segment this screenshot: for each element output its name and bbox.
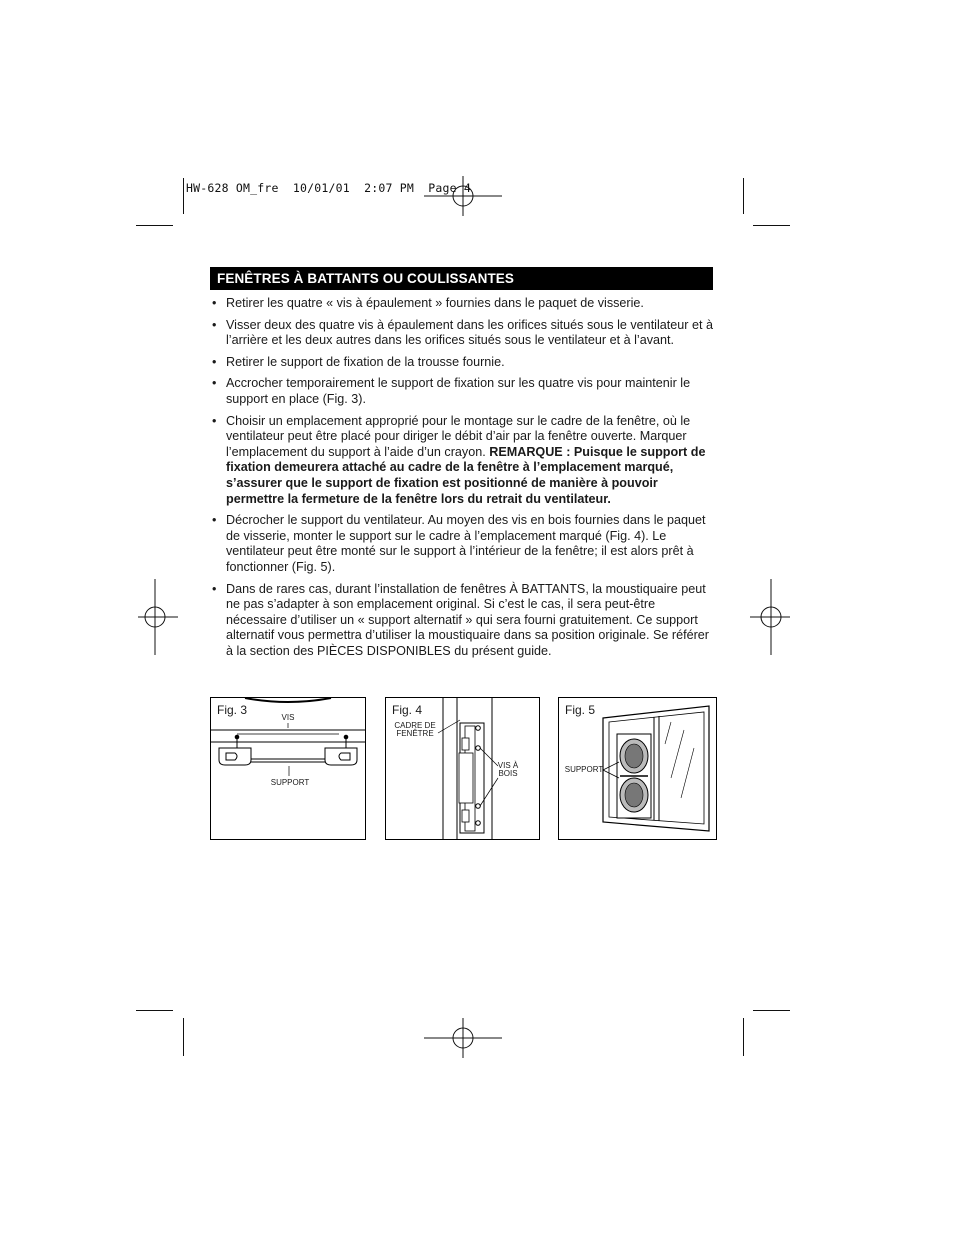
figure-label: Fig. 4 <box>392 703 423 717</box>
crop-mark <box>183 1018 184 1056</box>
bullet-icon: • <box>212 513 217 528</box>
list-item <box>211 355 716 371</box>
bullet-icon: • <box>212 413 217 428</box>
bullet-icon: • <box>212 317 217 332</box>
figure-label: Fig. 3 <box>217 703 248 717</box>
crop-mark <box>753 225 790 226</box>
figure-3 <box>210 697 366 840</box>
crop-mark <box>183 178 184 214</box>
registration-mark-left <box>138 579 178 655</box>
item-text: Accrocher temporairement le support de fixation sur les quatre vis pour maintenir le support en place (Fig. 3). <box>226 376 691 406</box>
bullet-icon: • <box>212 354 217 369</box>
list-item <box>211 296 716 312</box>
crop-mark <box>136 225 173 226</box>
item-note-bold: REMARQUE : Puisque le support de fixation demeurera attaché au cadre de la fenêtre à l’emplacement marqué, s’assurer que le support de fixation est positionné de manière à pouvoir permettre la fermeture de la fenêtre lors du retrait du ventilateur. <box>226 444 706 506</box>
item-text: Dans de rares cas, durant l’installation de fenêtres À BATTANTS, la moustiquaire peut ne pas s’adapter à son emplacement original. Si c’est le cas, il sera peut-être nécessaire d’utiliser un « support alternatif » qui sera fourni gratuitement. Ce support alternatif vous permettra d’utiliser la moustiquaire dans sa position originale. Se référer à la section des PIÈCES DISPONIBLES du présent guide. <box>226 581 710 658</box>
label-vis-line2: BOIS <box>498 769 518 778</box>
crop-mark <box>753 1010 790 1011</box>
label-vis: VIS <box>281 713 295 722</box>
list-item <box>211 318 716 349</box>
item-text: Visser deux des quatre vis à épaulement dans les orifices situés sous le ventilateur et à l’arrière et les deux autres dans les orifices situés sous le ventilateur et à l’avant. <box>226 317 713 348</box>
list-item <box>211 376 716 407</box>
label-vis-line1: VIS À <box>497 761 519 770</box>
item-text: Décrocher le support du ventilateur. Au moyen des vis en bois fournies dans le paquet de visserie, monter le support sur le cadre à l’emplacement marqué (Fig. 4). Le ventilateur peut être monté sur le support à l’intérieur de la fenêtre; il est alors prêt à fonctionner (Fig. 5). <box>226 513 706 574</box>
bullet-icon: • <box>212 581 217 596</box>
instruction-list <box>211 296 716 665</box>
registration-mark-right <box>750 579 790 655</box>
figure-4 <box>385 697 540 840</box>
section-title: FENÊTRES À BATTANTS OU COULISSANTES <box>210 267 713 290</box>
list-item <box>211 513 716 575</box>
label-support: SUPPORT <box>564 765 604 774</box>
list-item <box>211 582 716 660</box>
figure-label: Fig. 5 <box>565 703 596 717</box>
figure-5 <box>558 697 717 840</box>
registration-mark-bottom <box>424 1018 502 1058</box>
item-text: Retirer le support de fixation de la trousse fournie. <box>226 354 505 369</box>
bullet-icon: • <box>212 376 217 391</box>
label-cadre-line1: CADRE DE <box>394 721 436 730</box>
crop-mark <box>743 178 744 214</box>
item-text: Retirer les quatre « vis à épaulement » fournies dans le paquet de visserie. <box>226 296 644 310</box>
item-text: Choisir un emplacement approprié pour le montage sur le cadre de la fenêtre, où le ventilateur peut être placé pour diriger le débit d’air par la fenêtre ouverte. Marquer l’emplacement du support à l’aide d’un crayon. <box>226 413 691 459</box>
bullet-icon: • <box>212 296 217 310</box>
print-slug: HW-628 OM_fre 10/01/01 2:07 PM Page 4 <box>186 181 471 195</box>
label-support: SUPPORT <box>270 778 310 787</box>
crop-mark <box>136 1010 173 1011</box>
label-cadre-line2: FENÊTRE <box>396 729 434 738</box>
list-item <box>211 414 716 508</box>
crop-mark <box>743 1018 744 1056</box>
